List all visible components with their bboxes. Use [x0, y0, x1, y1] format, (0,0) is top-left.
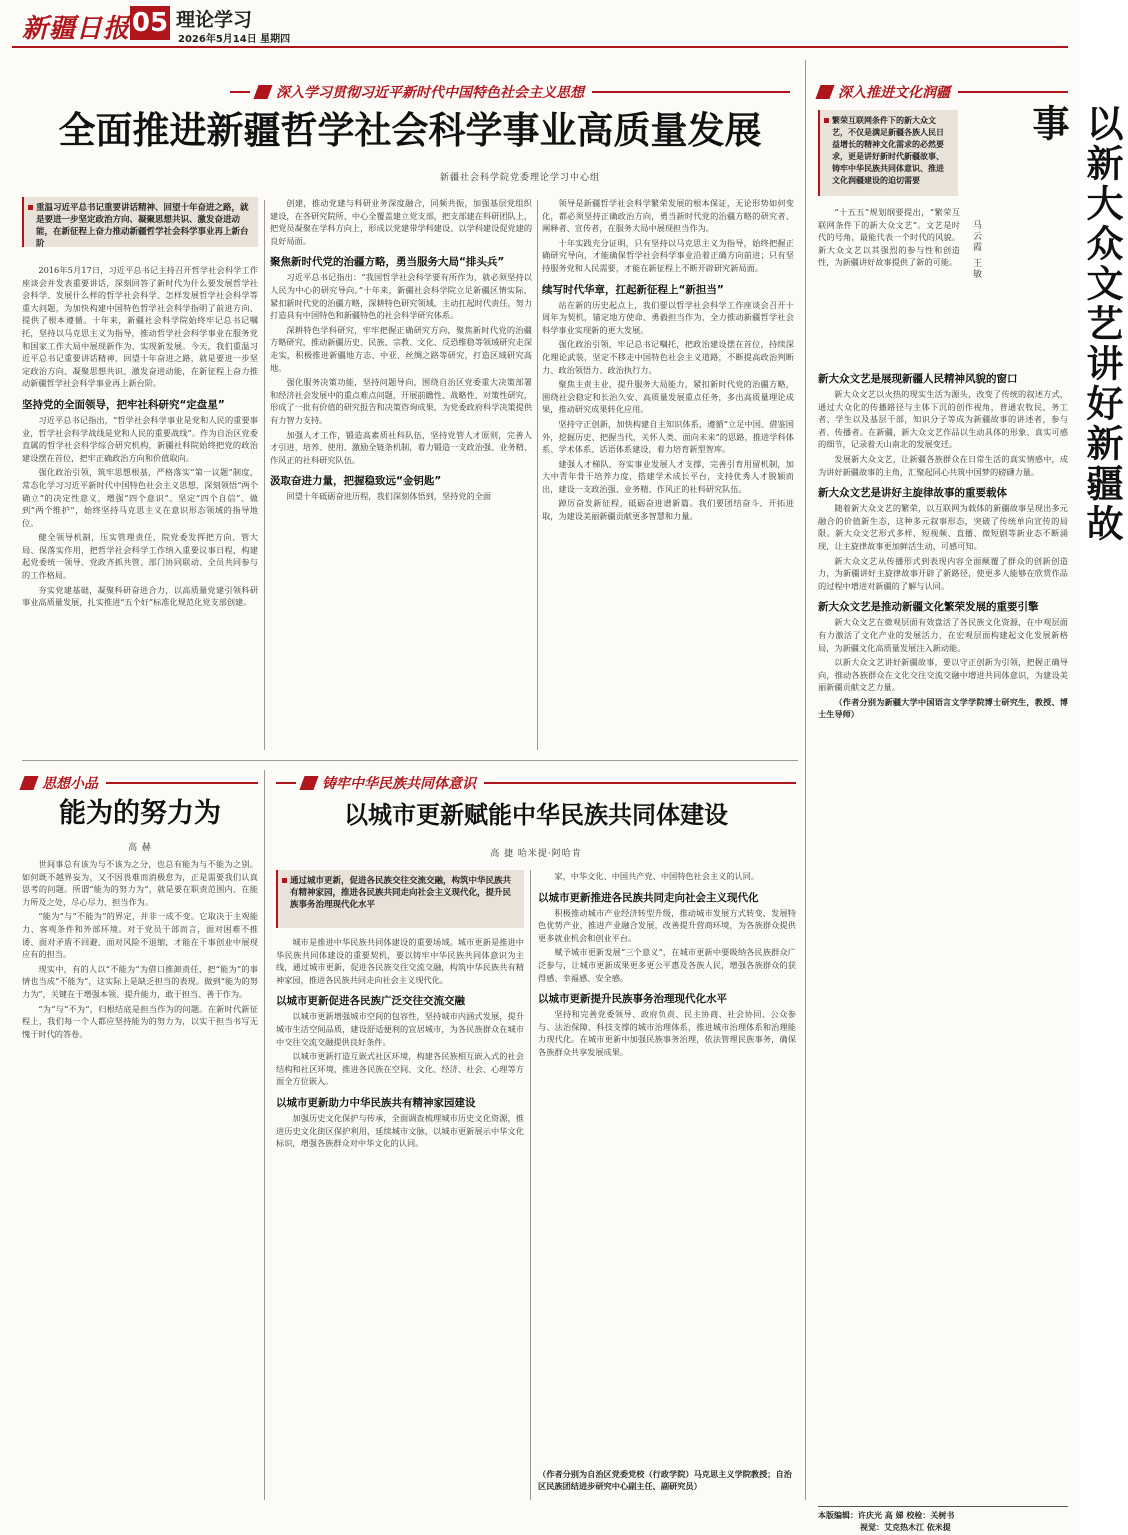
paragraph: 领导是新疆哲学社会科学繁荣发展的根本保证，无论形势如何变化，都必须坚持正确政治方向，勇当新时代党的治疆方略的研究者、阐释者、宣传者，在服务大局中展现担当作为。	[542, 198, 794, 234]
subheading: 以城市更新促进各民族广泛交往交流交融	[276, 995, 465, 1008]
column-divider	[264, 200, 265, 750]
paragraph: 城市是推进中华民族共同体建设的重要场域。城市更新是推进中华民族共同体建设的重要契机，要以铸牢中华民族共同体意识为主线，通过城市更新，促进各民族交往交流交融，构筑中华民族共有精神家园，推进各民族共同走向社会主义现代化。	[276, 937, 524, 985]
subheading: 聚焦新时代党的治疆方略，勇当服务大局“排头兵”	[270, 256, 505, 269]
paragraph: 世间事总有该为与不该为之分，也总有能为与不能为之别。如何既不越界妄为，又不因畏难而消极怠为，正是需要我们认真思考的问题。所谓“能为的努力为”，就是要在职责范围内、在能力所及之处，尽心尽力、担当作为。	[22, 859, 258, 907]
column-divider	[805, 60, 806, 1500]
subheading: 续写时代华章，扛起新征程上“新担当”	[542, 283, 724, 296]
main-column-2	[270, 197, 532, 752]
sidebar-body	[818, 364, 1068, 1499]
essay-banner	[22, 772, 258, 794]
paragraph: 强化政治引领，牢记总书记嘱托，把政治建设摆在首位，持续深化理论武装，坚定不移走中国特色社会主义道路，不断提高政治判断力、政治领悟力、政治执行力。	[542, 339, 794, 375]
sidebar-banner	[818, 81, 1068, 103]
paragraph: 新大众文艺从传播形式到表现内容全面颠覆了群众的创新创造力，为新疆讲好主旋律故事开辟了新路径，使更多人能够在欣赏作品的过程中增进对新疆的了解与认同。	[818, 555, 1068, 591]
paragraph: 以城市更新打造互嵌式社区环境，构建各民族相互嵌入式的社会结构和社区环境，推进各民族在空间、文化、经济、社会、心理等方面全方位嵌入。	[276, 1051, 524, 1087]
issue-date: 2026年5月14日 星期四	[178, 34, 291, 45]
sidebar-summary-box	[818, 110, 958, 196]
paragraph: 家，中华文化、中国共产党、中国特色社会主义的认同。	[554, 871, 760, 881]
sidebar-summary-text: 繁荣互联网条件下的新大众文艺，不仅是满足新疆各族人民日益增长的精神文化需求的必然要求，更是讲好新时代新疆故事、铸牢中华民族共同体意识、推进文化润疆建设的迫切需要	[832, 116, 944, 185]
subheading: 新大众文艺是讲好主旋律故事的重要载体	[818, 487, 1007, 500]
topic-banner	[230, 81, 790, 103]
unity-author: 高 捷 哈米提·阿哈肯	[490, 849, 582, 859]
essay-banner-text: 思想小品	[42, 776, 98, 792]
main-headline: 全面推进新疆哲学社会科学事业高质量发展	[58, 109, 762, 152]
paragraph: 现实中，有的人以“不能为”为借口推卸责任，把“能为”的事情也当成“不能为”，这实际上是缺乏担当的表现。做到“能为的努力为”，关键在于增强本领、提升能力，敢于担当、善于作为。	[22, 963, 258, 999]
sidebar-banner-text: 深入推进文化润疆	[838, 85, 950, 101]
footer-divider	[818, 1506, 1068, 1507]
subheading: 汲取奋进力量，把握稳致远“金钥匙”	[270, 475, 442, 488]
paragraph: 以城市更新增强城市空间的包容性，坚持城市内涵式发展，提升城市生活空间品质，建设舒适便利的宜居城市，为各民族群众在城市中交往交流交融提供良好条件。	[276, 1011, 524, 1047]
sidebar-intro	[818, 206, 960, 356]
banner-text: 深入学习贯彻习近平新时代中国特色社会主义思想	[276, 85, 584, 101]
paragraph: 发展新大众文艺，让新疆各族群众在日常生活的真实情感中，成为讲好新疆故事的主角，汇聚起同心共筑中国梦的磅礴力量。	[818, 453, 1068, 477]
unity-summary-box	[276, 870, 524, 928]
sidebar-author: 马云霞 王敏	[971, 220, 981, 280]
column-divider	[264, 770, 265, 1500]
sidebar-vertical-headline: 以新大众文艺讲好新疆故事	[1026, 104, 1123, 544]
paragraph: 加强历史文化保护与传承，全面调查梳理城市历史文化资源，推进历史文化街区保护利用，延续城市文脉，以城市更新展示中华文化标识，增强各族群众对中华文化的认同。	[276, 1112, 524, 1149]
section-title: 理论学习	[176, 9, 253, 31]
newspaper-logo: 新疆日报	[22, 14, 131, 44]
main-column-1	[22, 264, 258, 752]
paragraph: 强化服务决策功能，坚持问题导向，围绕自治区党委重大决策部署和经济社会发展中的重点难点问题，开展前瞻性、战略性、对策性研究，形成了一批有价值的研究报告和决策咨询成果，为党委政府科学决策提供有力智力支持。	[270, 377, 533, 425]
unity-author-note: （作者分别为自治区党委党校（行政学院）马克思主义学院教授；自治区民族团结进步研究中心副主任、副研究员）	[538, 1469, 792, 1491]
paragraph: 新大众文艺在微观层面有效盘活了各民族文化资源，在中观层面有力激活了文化产业的发展活力，在宏观层面构建起文化发展新格局，为新疆文化高质量发展注入新动能。	[818, 617, 1068, 653]
paragraph: 建强人才梯队，夯实事业发展人才支撑，完善引育用留机制，加大中青年骨干培养力度，搭建学术成长平台，支持优秀人才脱颖而出，建设一支政治强、业务精、作风正的社科研究队伍。	[542, 458, 794, 494]
subheading: 新大众文艺是推动新疆文化繁荣发展的重要引擎	[818, 601, 1039, 614]
paragraph: 坚持和完善党委领导、政府负责、民主协商、社会协同、公众参与、法治保障、科技支撑的城市治理体系，推进城市治理体系和治理能力现代化。在城市更新中加强民族事务治理，依法管理民族事务，确保各族群众共享发展成果。	[538, 1009, 796, 1057]
paragraph: 以新大众文艺讲好新疆故事，要以守正创新为引领，把握正确导向，推动各族群众在文化交往交流交融中增进共同体意识，为建设美丽新疆贡献文艺力量。	[818, 657, 1068, 693]
paragraph: “能为”与“不能为”的界定，并非一成不变。它取决于主观能力、客观条件和外部环境。对于党员干部而言，面对困难不推诿、面对矛盾不回避、面对风险不退缩，才能在干事创业中展现应有的担当。	[22, 911, 258, 960]
banner-arrow-icon	[19, 776, 38, 790]
paragraph: 2016年5月17日，习近平总书记主持召开哲学社会科学工作座谈会并发表重要讲话，深刻回答了新时代为什么要发展哲学社会科学、发展什么样的哲学社会科学、怎样发展哲学社会科学等重大问题，为加快构建中国特色哲学社会科学指明了前进方向、提供了根本遵循。十年来，新疆社会科学院始终牢记总书记嘱托，坚持以马克思主义为指导，推动哲学社会科学事业在服务党和国家工作大局中展现新作为、实现新发展。今天，我们重温习近平总书记重要讲话精神、回望十年奋进之路，就是要进一步坚定政治方向、凝聚思想共识、激发奋进动能，在新征程上奋力推动新疆哲学社会科学事业再上新台阶。	[22, 265, 258, 389]
paragraph: 强化政治引领，筑牢思想根基，严格落实“第一议题”制度，常态化学习习近平新时代中国特色社会主义思想，深刻领悟“两个确立”的决定性意义，增强“四个意识”、坚定“四个自信”、做到“两个维护”，始终坚持马克思主义在意识形态领域的指导地位。	[22, 467, 258, 528]
unity-banner-text: 铸牢中华民族共同体意识	[322, 776, 476, 792]
paragraph: 回望十年砥砺奋进历程，我们深刻体悟到，坚持党的全面	[286, 491, 492, 502]
main-summary-text: 重温习近平总书记重要讲话精神、回望十年奋进之路，就是要进一步坚定政治方向、凝聚思想共识、激发奋进动能，在新征程上奋力推动新疆哲学社会科学事业再上新台阶	[36, 203, 249, 249]
paragraph: 加强人才工作，锻造高素质社科队伍，坚持党管人才原则，完善人才引进、培养、使用、激励全链条机制，着力锻造一支政治强、业务精、作风正的社科研究队伍。	[270, 429, 533, 465]
essay-headline: 能为的努力为	[59, 798, 221, 829]
unity-headline: 以城市更新赋能中华民族共同体建设	[344, 801, 728, 829]
footer-editor: 本版编辑：许庆光 高 娣 校检：关树书	[818, 1511, 955, 1520]
paragraph: 十年实践充分证明，只有坚持以马克思主义为指导，始终把握正确研究导向，才能确保哲学社会科学事业沿着正确方向前进；只有坚持服务党和人民需要，才能在新征程上不断开辟研究新局面。	[542, 237, 794, 273]
paragraph: “为”与“不为”，归根结底是担当作为的问题。在新时代新征程上，我们每一个人都应坚持能为的努力为，以实干担当书写无愧于时代的答卷。	[22, 1003, 258, 1039]
unity-column-2	[538, 870, 796, 1462]
column-divider	[537, 200, 538, 750]
paragraph: 健全领导机制，压实管理责任，院党委发挥把方向、管大局、保落实作用，把哲学社会科学工作纳入重要议事日程，构建起党委统一领导、党政齐抓共管、部门协同联动、全员共同参与的工作格局。	[22, 532, 258, 581]
paragraph: 坚持守正创新，加快构建自主知识体系，遵循“立足中国、借鉴国外，挖掘历史、把握当代，关怀人类、面向未来”的思路，推进学科体系、学术体系、话语体系建设，着力培育新型智库。	[542, 418, 794, 455]
paragraph: 夯实党建基础，凝聚科研奋进合力，以高质量党建引领科研事业高质量发展，扎实推进“五个好”标准化规范化党支部创建。	[22, 584, 258, 608]
footer-review: 视觉：艾克热木江 依米提	[860, 1523, 951, 1532]
paragraph: 随着新大众文艺的繁荣，以互联网为载体的新疆故事呈现出多元融合的价值新生态，这种多元叙事形态，突破了传统单向宣传的局限。新大众文艺形式多样，短视频、直播、微短剧等新业态不断涌现，让主旋律故事更加鲜活生动、可感可知。	[818, 503, 1068, 551]
essay-author: 高 赫	[128, 843, 152, 853]
paragraph: “十五五”规划纲要提出，“繁荣互联网条件下的新大众文艺”。文艺是时代的号角，最能代表一个时代的风貌。新大众文艺以其强烈的参与性和创造性，为新疆讲好故事提供了新的可能。	[818, 207, 960, 268]
paragraph: 聚焦主责主业，提升服务大局能力，紧扣新时代党的治疆方略，围绕社会稳定和长治久安、高质量发展重点任务，多出高质量理论成果，推动研究成果转化应用。	[542, 379, 794, 415]
page-number: 05	[131, 8, 169, 38]
subheading: 新大众文艺是展现新疆人民精神风貌的窗口	[818, 373, 1018, 385]
unity-banner	[276, 772, 796, 794]
subheading: 以城市更新提升民族事务治理现代化水平	[538, 993, 727, 1006]
main-author: 新疆社会科学院党委理论学习中心组	[439, 173, 600, 183]
paragraph: 踔厉奋发新征程，砥砺奋进谱新篇。我们要团结奋斗、开拓进取，为建设美丽新疆贡献更多智慧和力量。	[542, 498, 794, 522]
unity-column-1	[276, 936, 524, 1498]
column-divider	[530, 870, 531, 1500]
subheading: 以城市更新推进各民族共同走向社会主义现代化	[538, 891, 759, 904]
paragraph: 习近平总书记指出：“我国哲学社会科学要有所作为，就必须坚持以人民为中心的研究导向。”十年来，新疆社会科学院立足新疆区情实际，紧扣新时代党的治疆方略，深耕特色研究领域，主动扛起时代责任，努力打造具有中国特色和新疆特色的社会科学研究体系。	[270, 272, 533, 321]
banner-arrow-icon	[299, 776, 318, 790]
main-column-3	[542, 197, 794, 752]
paragraph: 站在新的历史起点上，我们要以哲学社会科学工作座谈会召开十周年为契机，锚定地方使命、勇毅担当作为，全力推动新疆哲学社会科学事业实现新的更大发展。	[542, 299, 794, 335]
subheading: 坚持党的全面领导，把牢社科研究“定盘星”	[22, 398, 225, 411]
author-note: （作者分别为新疆大学中国语言文学学院博士研究生，教授、博士生导师）	[818, 696, 1068, 719]
paragraph: 积极推动城市产业经济转型升级，推动城市发展方式转变，发展特色优势产业，推进产业融合发展，改善提升营商环境，为各族群众提供更多就业机会和创业平台。	[538, 907, 796, 943]
paragraph: 赋予城市更新发展“三个意义”，在城市更新中要吸纳各民族群众广泛参与，让城市更新成果更多更公平惠及各族人民，增强各族群众的获得感、幸福感、安全感。	[538, 947, 796, 983]
main-summary-box	[22, 197, 258, 247]
banner-arrow-icon	[815, 85, 834, 99]
essay-body	[22, 858, 258, 1498]
banner-arrow-icon	[253, 85, 272, 99]
paragraph: 新大众文艺以火热的现实生活为源头，改变了传统的叙述方式，通过大众化的传播路径与主体下沉的创作视角，普通农牧民、务工者、学生以及基层干部，知识分子等成为新疆故事的讲述者，参与者、传播者。在新疆，新大众文艺作品以生动具体的形象、真实可感的细节，记录着天山南北的发展变迁。	[818, 389, 1068, 450]
paragraph: 深耕特色学科研究，牢牢把握正确研究方向，聚焦新时代党的治疆方略研究，推动新疆历史、民族、宗教、文化、反恐维稳等领域研究走深走实，积极推进新疆地方志、中亚、丝绸之路等研究，打造区域研究高地。	[270, 324, 533, 373]
section-divider	[22, 760, 798, 761]
masthead	[12, 4, 1068, 48]
paragraph: 习近平总书记指出，“哲学社会科学事业是党和人民的重要事业，哲学社会科学战线是党和人民的重要战线”。作为自治区党委直属的哲学社会科学综合研究机构，新疆社科院始终把党的政治建设摆在首位，把牢正确政治方向和价值取向。	[22, 414, 258, 463]
subheading: 以城市更新助力中华民族共有精神家园建设	[276, 1096, 476, 1109]
paragraph: 创建，推动党建与科研业务深度融合，同频共振，加强基层党组织建设，在各研究院所、中心全覆盖建立党支部，把支部建在科研团队上，把党员凝聚在学科方向上，形成以党建带学科建设、以学科建设促党建的良好局面。	[270, 198, 533, 246]
unity-summary-text: 通过城市更新，促进各民族交往交流交融，构筑中华民族共有精神家园，推进各民族共同走向社会主义现代化，提升民族事务治理现代化水平	[290, 876, 512, 910]
